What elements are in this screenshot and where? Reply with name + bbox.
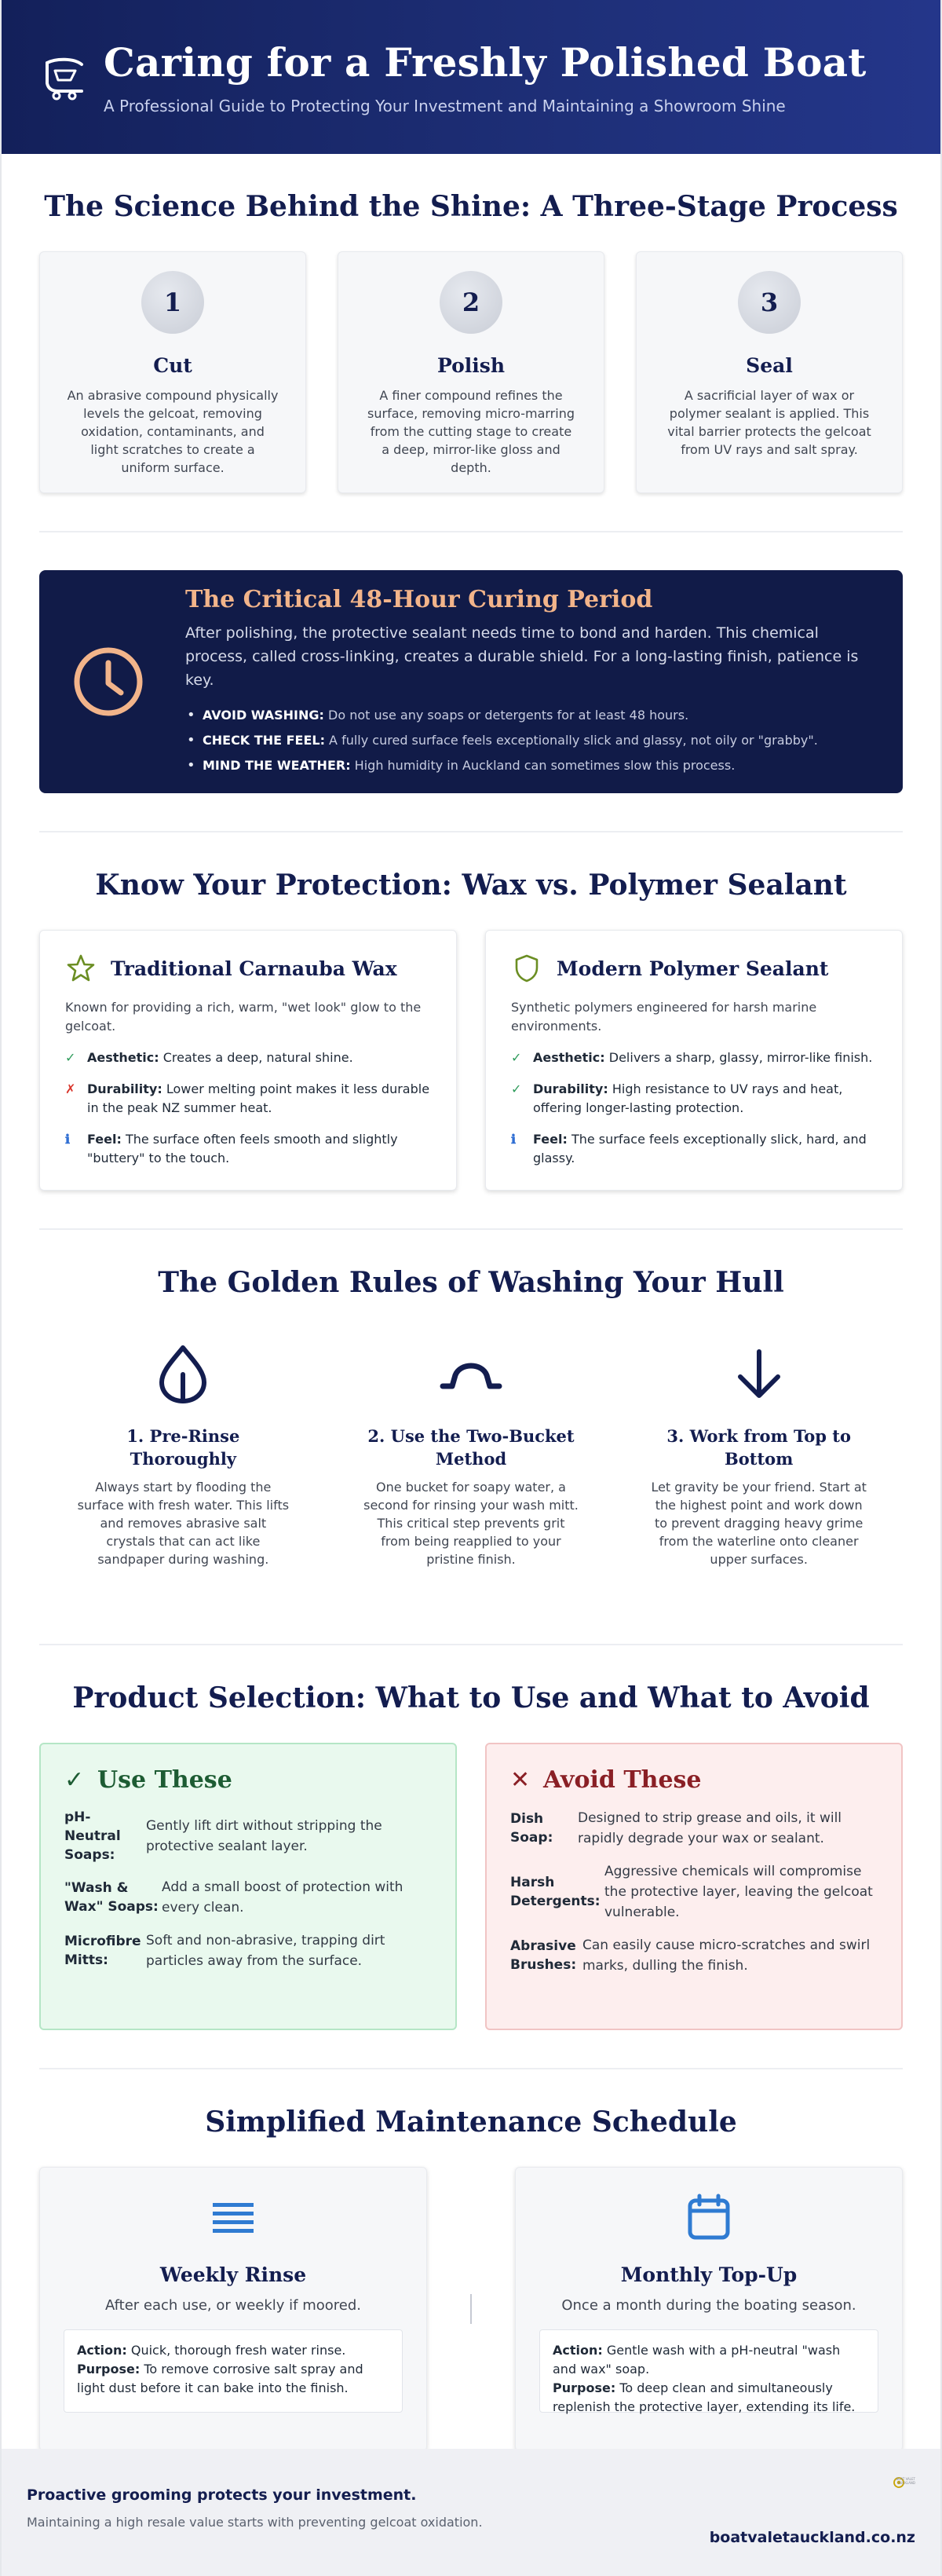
detail-purpose [77,2360,389,2398]
stage-name: Polish [436,354,506,377]
boat-trailer-icon [39,52,89,102]
washing-section [2,1266,940,1568]
avoid-these-card [485,1743,903,2030]
detail-text: To deep clean and simultaneously replenish the protective layer, extending its life. [553,2380,856,2414]
rule-two-bucket [327,1343,615,1568]
detail-purpose [553,2379,865,2417]
curing-item [185,753,871,778]
weekly-rinse-title: Weekly Rinse [159,2263,307,2286]
science-title: The Science Behind the Shine: A Three-Stage Process [44,190,898,223]
stage-description: An abrasive compound physically levels the gelcoat, removing oxidation, contaminants, and light scratches to create a uniform surface. [67,388,279,475]
sched-icon-wrap [64,2193,403,2241]
cross-icon: ✗ [65,1081,76,1096]
avoid-these-title: Avoid These [543,1766,702,1794]
row-text [533,1048,872,1067]
use-row-label: Microfibre Mitts: [64,1934,141,1968]
check-icon: ✓ [64,1766,85,1794]
schedule-title: Simplified Maintenance Schedule [205,2106,737,2139]
wax-card-title: Traditional Carnauba Wax [111,957,397,980]
section-divider [39,531,903,532]
stage-number: 1 [141,271,204,334]
schedule-cards [39,2167,903,2451]
curing-item [185,703,871,728]
brand-logo-text: BOAT VALET AUCKLAND [896,2477,915,2485]
wax-row-feel [65,1130,431,1168]
curing-banner [39,570,903,793]
row-text [87,1080,431,1118]
row-text [533,1080,877,1118]
footer-title: Proactive grooming protects your investment. [27,2486,417,2504]
avoid-row [510,1935,878,1976]
row-value: The surface feels exceptionally slick, hard, and glassy. [533,1132,867,1165]
polymer-card [485,930,903,1191]
buckets-icon [440,1355,502,1394]
rule-top-to-bottom [615,1343,903,1568]
schedule-connector [427,2294,515,2324]
star-icon [65,953,97,984]
curing-title: The Critical 48-Hour Curing Period [185,585,653,613]
use-row-label: pH-Neutral Soaps: [64,1809,121,1863]
info-icon: ℹ [65,1132,71,1147]
row-value: Delivers a sharp, glassy, mirror-like finish. [604,1050,873,1065]
detail-text: Quick, thorough fresh water rinse. [126,2343,346,2358]
use-these-header [64,1766,432,1794]
curing-content [185,586,871,778]
protection-title: Know Your Protection: Wax vs. Polymer Sealant [95,869,847,902]
divider-line [470,2294,472,2324]
detail-action [77,2341,389,2360]
detail-action [553,2341,865,2379]
stage-description: A sacrificial layer of wax or polymer sealant is applied. This vital barrier protects the gelcoat from UV rays and salt spray. [667,388,871,457]
weekly-rinse-frequency: After each use, or weekly if moored. [104,2297,362,2314]
wax-card-intro: Known for providing a rich, warm, "wet look" glow to the gelcoat. [65,1000,422,1034]
avoid-row [510,1808,878,1849]
use-these-card [39,1743,457,2030]
rule-title: 3. Work from Top to Bottom [666,1426,851,1469]
info-icon: ℹ [511,1132,517,1147]
avoid-row-text: Can easily cause micro-scratches and swirl marks, dulling the finish. [582,1937,871,1974]
row-label: Feel: [533,1132,568,1147]
use-row-text: Add a small boost of protection with every clean. [162,1879,403,1916]
detail-text: To remove corrosive salt spray and light dust before it can bake into the finish. [77,2362,363,2395]
avoid-row-label: Dish Soap: [510,1811,553,1846]
weekly-rinse-details [64,2329,403,2413]
curing-item [185,728,871,753]
wax-row-aesthetic [65,1048,431,1067]
weekly-rinse-card [39,2167,427,2451]
use-row-label: "Wash & Wax" Soaps: [64,1880,159,1915]
product-cards [39,1743,903,2030]
stage-card-polish [338,251,604,493]
detail-label: Action: [77,2343,127,2358]
row-value: The surface often feels smooth and slightly "buttery" to the touch. [87,1132,398,1165]
use-row [64,1877,432,1918]
wax-card [39,930,457,1191]
row-label: Aesthetic: [87,1050,159,1065]
footer-subtitle: Maintaining a high resale value starts with preventing gelcoat oxidation. [27,2515,483,2530]
row-label: Feel: [87,1132,122,1147]
lines-icon [211,2200,255,2234]
polymer-card-title: Modern Polymer Sealant [557,957,829,980]
row-text [533,1130,877,1168]
products-title: Product Selection: What to Use and What to Avoid [72,1681,870,1714]
row-label: Durability: [87,1081,162,1096]
rule-description: One bucket for soapy water, a second for rinsing your wash mitt. This critical step prevents grit from being reapplied to your pristine finish. [363,1480,579,1567]
curing-item-text: Do not use any soaps or detergents for at least 48 hours. [323,707,689,723]
use-row-text: Gently lift dirt without stripping the protective sealant layer. [146,1818,382,1854]
stage-name: Cut [153,354,192,377]
check-icon: ✓ [511,1081,522,1096]
avoid-row-label: Harsh Detergents: [510,1875,601,1909]
science-section [2,190,940,493]
curing-item-label: CHECK THE FEEL: [203,732,325,748]
row-value: Lower melting point makes it less durable in the peak NZ summer heat. [87,1081,430,1115]
stage-card-seal [636,251,903,493]
polymer-row-durability [511,1080,877,1118]
stage-cards [39,251,903,493]
check-icon: ✓ [65,1050,76,1065]
avoid-row-text: Designed to strip grease and oils, it will rapidly degrade your wax or sealant. [578,1810,842,1846]
monthly-topup-frequency: Once a month during the boating season. [561,2297,856,2314]
rule-title: 2. Use the Two-Bucket Method [367,1426,575,1469]
curing-item-text: High humidity in Auckland can sometimes slow this process. [350,757,736,773]
footer-website-link[interactable]: boatvaletauckland.co.nz [709,2529,915,2546]
detail-text: Gentle wash with a pH-neutral "wash and wax" soap. [553,2343,841,2377]
detail-label: Purpose: [553,2380,616,2395]
rule-pre-rinse [39,1343,327,1568]
curing-text: After polishing, the protective sealant needs time to bond and harden. This chemical process, called cross-linking, creates a durable shield. For a long-lasting finish, patience is key. [185,624,859,689]
polymer-row-feel [511,1130,877,1168]
rule-icon-wrap [362,1343,581,1406]
curing-list [185,703,871,778]
section-divider [39,2068,903,2069]
detail-label: Action: [553,2343,603,2358]
rule-description: Always start by flooding the surface with fresh water. This lifts and removes abrasive salt crystals that can act like sandpaper during washing. [77,1480,290,1567]
page-header [2,0,940,154]
use-row [64,1930,432,1971]
calendar-icon [687,2194,731,2241]
sched-icon-wrap [539,2193,878,2241]
stage-card-cut [39,251,306,493]
section-divider [39,1644,903,1645]
protection-section [2,869,940,1191]
use-row [64,1808,432,1864]
avoid-row [510,1861,878,1923]
page-title: Caring for a Freshly Polished Boat [104,38,867,86]
rule-description: Let gravity be your friend. Start at the highest point and work down to prevent dragging heavy grime from the waterline onto cleaner upper surfaces. [651,1480,867,1567]
monthly-topup-title: Monthly Top-Up [620,2263,798,2286]
wax-row-durability [65,1080,431,1118]
products-section [2,1681,940,2030]
stage-description: A finer compound refines the surface, removing micro-marring from the cutting stage to create a deep, mirror-like gloss and depth. [367,388,575,475]
stage-number: 3 [738,271,801,334]
polymer-row-aesthetic [511,1048,877,1067]
use-these-title: Use These [97,1766,232,1794]
detail-label: Purpose: [77,2362,141,2377]
washing-title: The Golden Rules of Washing Your Hull [158,1266,784,1299]
arrow-down-icon [734,1347,784,1402]
protection-cards [39,930,903,1191]
clock-icon [71,644,146,719]
use-row-text: Soft and non-abrasive, trapping dirt particles away from the surface. [146,1933,385,1969]
monthly-topup-details [539,2329,878,2413]
schedule-section [2,2106,940,2451]
rule-icon-wrap [74,1343,293,1406]
stage-number: 2 [440,271,502,334]
water-drop-icon [155,1343,210,1406]
polymer-card-intro: Synthetic polymers engineered for harsh marine environments. [511,1000,817,1034]
avoid-row-label: Abrasive Brushes: [510,1938,577,1973]
washing-rules [39,1343,903,1568]
section-divider [39,1228,903,1230]
header-text [104,39,867,115]
row-label: Aesthetic: [533,1050,605,1065]
check-icon: ✓ [511,1050,522,1065]
wax-card-header [65,953,431,984]
curing-item-text: A fully cured surface feels exceptionally slick and glassy, not oily or "grabby". [324,732,818,748]
stage-name: Seal [746,354,793,377]
curing-item-label: MIND THE WEATHER: [203,757,351,773]
avoid-row-text: Aggressive chemicals will compromise the protective layer, leaving the gelcoat vulnerable. [604,1864,873,1920]
section-divider [39,831,903,832]
rule-icon-wrap [649,1343,868,1406]
row-text [87,1048,353,1067]
rule-title: 1. Pre-Rinse Thoroughly [126,1426,240,1469]
row-value: High resistance to UV rays and heat, offering longer-lasting protection. [533,1081,843,1115]
close-icon: ✕ [510,1766,531,1794]
page-footer [2,2449,940,2576]
page-subtitle: A Professional Guide to Protecting Your Investment and Maintaining a Showroom Shine [104,96,786,115]
row-text [87,1130,431,1168]
row-label: Durability: [533,1081,608,1096]
shield-icon [511,953,542,984]
avoid-these-header [510,1766,878,1794]
polymer-card-header [511,953,877,984]
monthly-topup-card [515,2167,903,2451]
curing-item-label: AVOID WASHING: [203,707,324,723]
row-value: Creates a deep, natural shine. [159,1050,353,1065]
